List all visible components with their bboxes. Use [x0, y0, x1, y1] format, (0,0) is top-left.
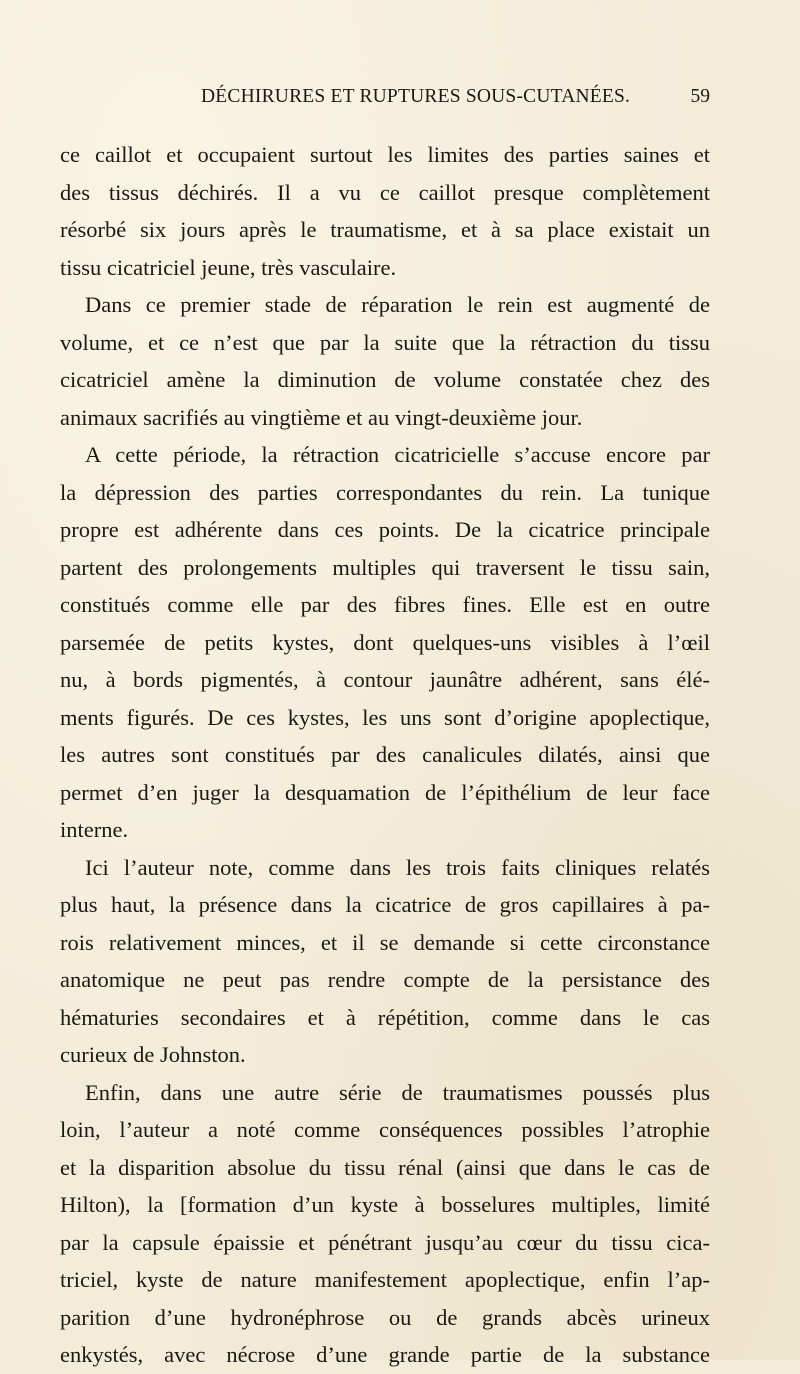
text-line: cicatriciel amène la diminution de volume constatée chez des — [60, 367, 710, 392]
text-line: constitués comme elle par des fibres fines. Elle est en outre — [60, 592, 710, 617]
text-line: permet d’en juger la desquamation de l’épithélium de leur face — [60, 779, 710, 805]
paragraph-start-line: A cette période, la rétraction cicatricielle s’accuse encore par — [85, 442, 710, 467]
text-line: curieux de Johnston. — [60, 1042, 246, 1067]
text-line: interne. — [60, 817, 129, 842]
text-line: loin, l’auteur a noté comme conséquences possibles l’atrophie — [60, 1117, 710, 1142]
text-line: Hilton), la [formation d’un kyste à bosselures multiples, limité — [60, 1192, 710, 1217]
text-line: volume, et ce n’est que par la suite que la rétraction du tissu — [60, 329, 710, 355]
text-line: les autres sont constitués par des canalicules dilatés, ainsi que — [60, 742, 710, 767]
text-line: enkystés, avec nécrose d’une grande partie de la substance — [60, 1342, 710, 1367]
paragraph-start-line: Ici l’auteur note, comme dans les trois faits cliniques relatés — [85, 854, 710, 880]
text-line: plus haut, la présence dans la cicatrice de gros capillaires à pa- — [60, 892, 710, 917]
text-line: des tissus déchirés. Il a vu ce caillot presque complètement — [60, 179, 710, 205]
running-head — [60, 86, 710, 116]
text-line: par la capsule épaissie et pénétrant jusqu’au cœur du tissu cica- — [60, 1229, 710, 1255]
page-number: 59 — [690, 86, 710, 107]
paragraph-start-line: Enfin, dans une autre série de traumatismes poussés plus — [85, 1079, 710, 1105]
text-line: résorbé six jours après le traumatisme, et à sa place existait un — [60, 217, 710, 242]
body-text — [60, 136, 710, 1374]
text-line: et la disparition absolue du tissu rénal (ainsi que dans le cas de — [60, 1154, 710, 1180]
text-line: ments figurés. De ces kystes, les uns sont d’origine apoplectique, — [60, 704, 710, 730]
text-line: ce caillot et occupaient surtout les limites des parties saines et — [60, 142, 710, 167]
text-line: propre est adhérente dans ces points. De la cicatrice principale — [60, 517, 710, 542]
text-line: la dépression des parties correspondantes du rein. La tunique — [60, 479, 710, 505]
text-line: hématuries secondaires et à répétition, comme dans le cas — [60, 1004, 710, 1030]
text-line: partent des prolongements multiples qui traversent le tissu sain, — [60, 554, 710, 580]
text-line: triciel, kyste de nature manifestement apoplectique, enfin l’ap- — [60, 1267, 710, 1292]
text-line: rois relativement minces, et il se demande si cette circonstance — [60, 929, 710, 955]
text-line: tissu cicatriciel jeune, très vasculaire. — [60, 254, 397, 280]
text-line: nu, à bords pigmentés, à contour jaunâtre adhérent, sans élé- — [60, 667, 710, 692]
text-line: animaux sacrifiés au vingtième et au vingt-deuxième jour. — [60, 404, 583, 430]
text-line: parsemée de petits kystes, dont quelques-uns visibles à l’œil — [60, 629, 710, 655]
running-title: DÉCHIRURES ET RUPTURES SOUS-CUTANÉES. — [201, 86, 631, 107]
text-line: anatomique ne peut pas rendre compte de la persistance des — [60, 967, 710, 992]
paragraph-start-line: Dans ce premier stade de réparation le rein est augmenté de — [85, 292, 710, 317]
text-line: parition d’une hydronéphrose ou de grands abcès urineux — [60, 1304, 710, 1330]
